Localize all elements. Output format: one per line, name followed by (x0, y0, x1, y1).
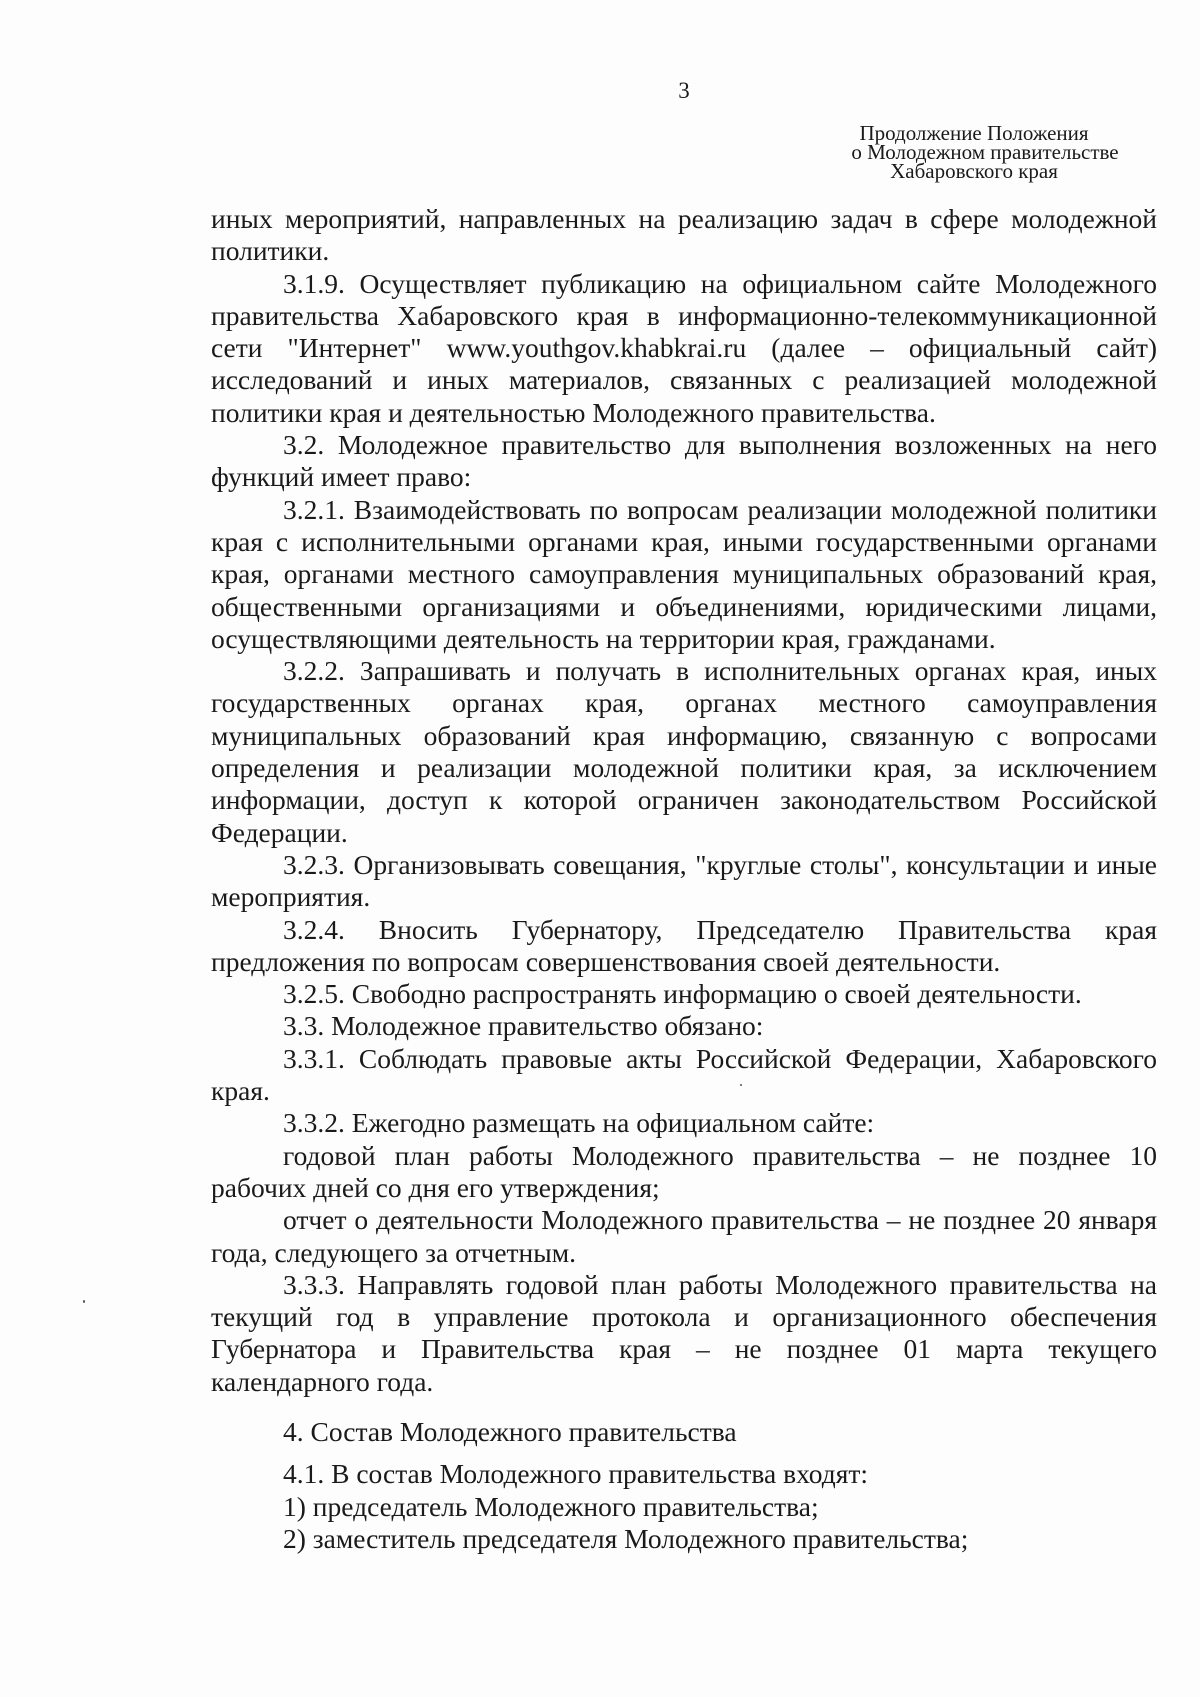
paragraph-3-3-1: 3.3.1. Соблюдать правовые акты Российской Федерации, Хабаровского края. (211, 1042, 1157, 1107)
header-block (772, 121, 1152, 183)
paragraph-3-2-1: 3.2.1. Взаимодействовать по вопросам реализации молодежной политики края с исполнительными органами края, иными государственными органами края, органами местного самоуправления муниципальных образований края, общественными организациями и объединениями, юридическими лицами, осуществляющими деятельность на территории края, гражданами. (211, 493, 1157, 654)
paragraph-3-3: 3.3. Молодежное правительство обязано: (283, 1010, 764, 1042)
paragraph-4-1: 4.1. В состав Молодежного правительства входят: (283, 1458, 869, 1490)
list-item-chairman: 1) председатель Молодежного правительства; (283, 1490, 819, 1522)
paragraph-3-2-4: 3.2.4. Вносить Губернатору, Председателю Правительства края предложения по вопросам совершенствования своей деятельности. (211, 913, 1157, 977)
paragraph-3-3-2: 3.3.2. Ежегодно размещать на официальном сайте: (283, 1107, 875, 1139)
page-number: 3 (678, 78, 690, 103)
document-body (211, 203, 1157, 1555)
paragraph-3-2-5: 3.2.5. Свободно распространять информацию о своей деятельности. (283, 978, 1082, 1010)
paragraph-continuation: иных мероприятий, направленных на реализацию задач в сфере молодежной политики. (211, 203, 1157, 267)
scan-speck (740, 1084, 742, 1086)
paragraph-annual-plan: годовой план работы Молодежного правительства – не позднее 10 рабочих дней со дня его утверждения; (211, 1139, 1157, 1203)
scan-speck (83, 1300, 85, 1303)
paragraph-3-3-3: 3.3.3. Направлять годовой план работы Молодежного правительства на текущий год в управление протокола и организационного обеспечения Губернатора и Правительства края – не позднее 01 марта текущего календарного года. (211, 1268, 1157, 1397)
section-4-title: 4. Состав Молодежного правительства (283, 1415, 737, 1447)
paragraph-annual-report: отчет о деятельности Молодежного правительства – не позднее 20 января года, следующего за отчетным. (211, 1204, 1157, 1268)
paragraph-3-2: 3.2. Молодежное правительство для выполнения возложенных на него функций имеет право: (211, 429, 1157, 493)
header-line-2: о Молодежном правительстве (851, 140, 1119, 164)
list-item-deputy-chairman: 2) заместитель председателя Молодежного правительства; (283, 1522, 969, 1554)
paragraph-3-2-3: 3.2.3. Организовывать совещания, "круглые столы", консультации и иные мероприятия. (211, 848, 1157, 913)
paragraph-3-2-2: 3.2.2. Запрашивать и получать в исполнительных органах края, иных государственных органах края, органах местного самоуправления муниципальных образований края информацию, связанную с вопросами определения и реализации молодежной политики края, за исключением информации, доступ к которой ограничен законодательством Российской Федерации. (211, 655, 1157, 848)
header-line-3: Хабаровского края (890, 159, 1058, 183)
paragraph-3-1-9: 3.1.9. Осуществляет публикацию на официальном сайте Молодежного правительства Хабаровского края в информационно-телекоммуникационной сети "Интернет" www.youthgov.khabkrai.ru (далее – официальный сайт) исследований и иных материалов, связанных с реализацией молодежной политики края и деятельностью Молодежного правительства. (211, 267, 1157, 428)
header-line-1: Продолжение Положения (859, 121, 1089, 145)
